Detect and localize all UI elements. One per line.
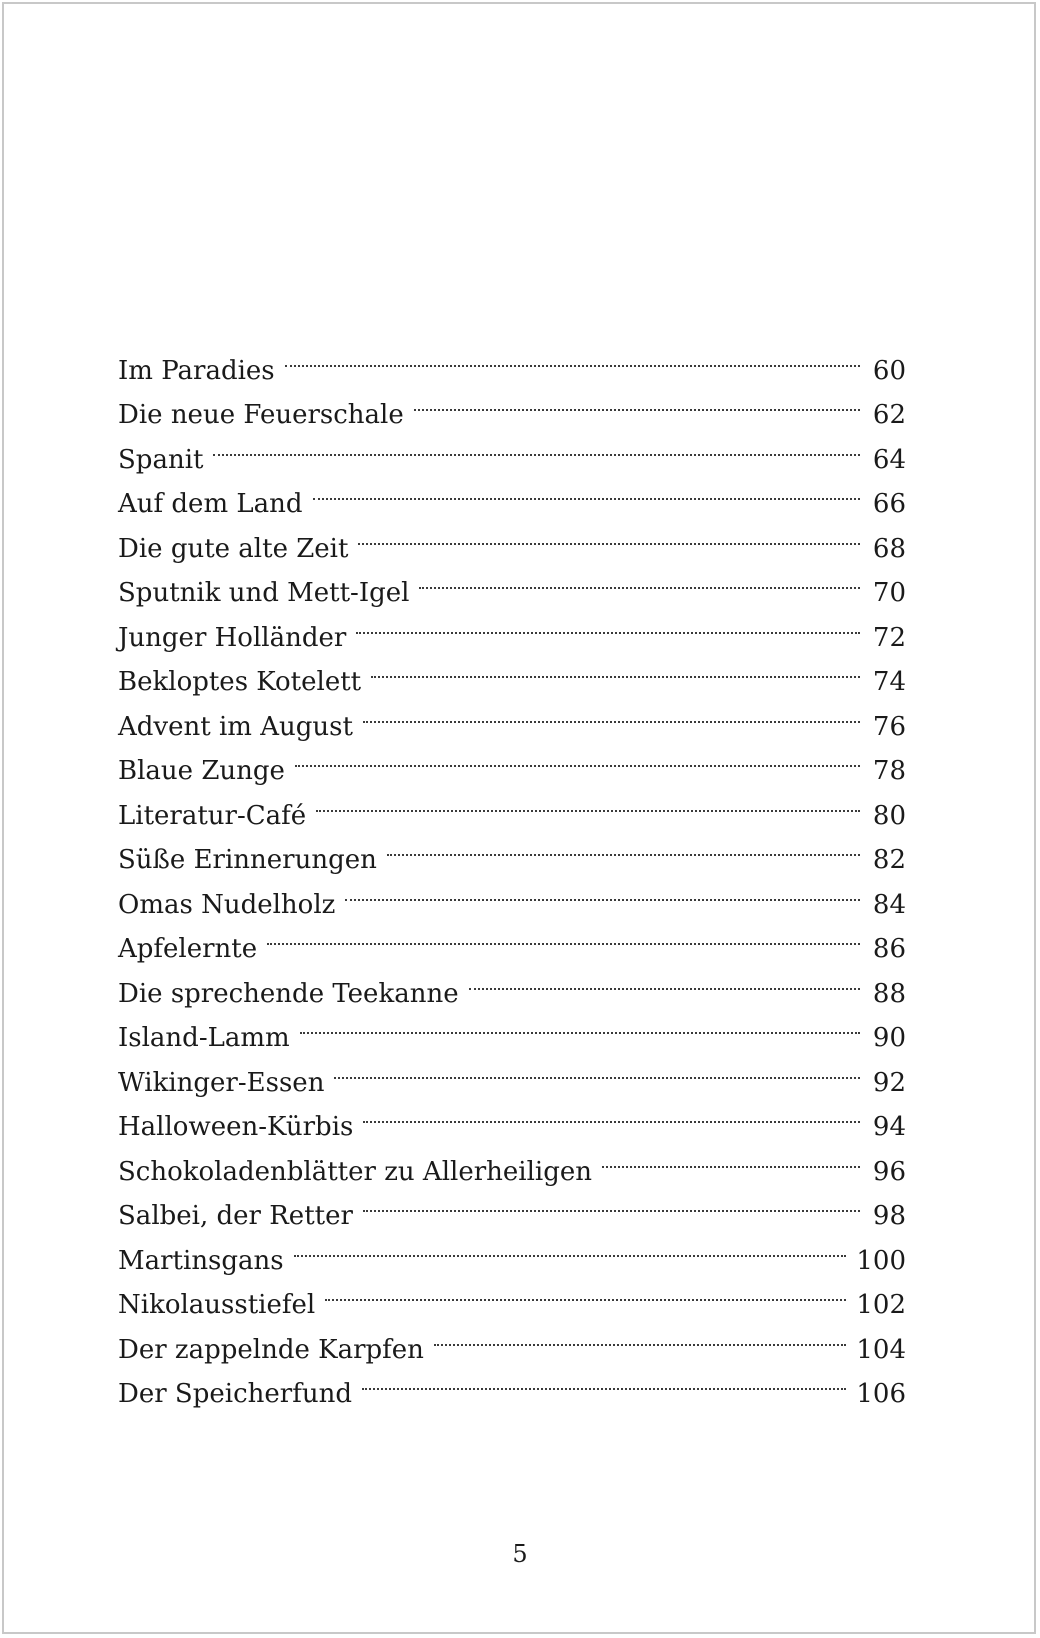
toc-entry-title: Blaue Zunge <box>118 756 285 786</box>
toc-entry-page: 102 <box>856 1290 906 1320</box>
toc-dot-leader <box>213 423 860 468</box>
toc-entry-page: 68 <box>872 533 906 564</box>
toc-entry-page: 86 <box>872 934 906 964</box>
toc-entry-title: Schokoladenblätter zu Allerheiligen <box>118 1156 592 1187</box>
toc-dot-leader <box>419 557 860 602</box>
toc-entry <box>118 423 906 475</box>
toc-entry-title: Salbei, der Retter <box>118 1201 353 1231</box>
toc-entry-title: Süße Erinnerungen <box>118 845 377 875</box>
toc-entry-page: 80 <box>872 800 906 831</box>
toc-entry-title: Wikinger-Essen <box>118 1067 325 1098</box>
toc-entry-title: Sputnik und Mett-Igel <box>118 578 410 608</box>
toc-entry-title: Die gute alte Zeit <box>118 533 349 564</box>
toc-entry-title: Apfelernte <box>118 934 258 964</box>
toc-dot-leader <box>363 1091 860 1136</box>
toc-entry <box>118 334 906 386</box>
toc-entry-page: 78 <box>872 756 906 786</box>
toc-dot-leader <box>371 646 860 691</box>
toc-entry-title: Auf dem Land <box>118 489 303 519</box>
toc-entry-title: Der zappelnde Karpfen <box>118 1334 424 1365</box>
toc-entry-title: Die sprechende Teekanne <box>118 978 459 1009</box>
toc-entry-page: 98 <box>872 1201 906 1231</box>
toc-entry-page: 90 <box>872 1023 906 1053</box>
toc-dot-leader <box>356 601 860 646</box>
table-of-contents <box>118 334 906 1409</box>
toc-entry-page: 72 <box>872 622 906 653</box>
toc-dot-leader <box>414 379 860 424</box>
toc-dot-leader <box>358 512 860 557</box>
toc-dot-leader <box>345 868 860 913</box>
page-number: 5 <box>512 1540 528 1568</box>
toc-entry-title: Nikolausstiefel <box>118 1290 316 1320</box>
toc-entry-page: 62 <box>872 400 906 430</box>
toc-dot-leader <box>469 957 860 1002</box>
toc-entry-page: 64 <box>872 444 906 475</box>
toc-dot-leader <box>285 334 860 379</box>
toc-dot-leader <box>300 1002 860 1047</box>
toc-entry-title: Martinsgans <box>118 1245 284 1276</box>
toc-dot-leader <box>363 690 860 735</box>
toc-entry-page: 76 <box>872 711 906 742</box>
toc-entry-page: 106 <box>856 1379 906 1409</box>
toc-dot-leader <box>295 735 860 780</box>
toc-entry-page: 74 <box>872 667 906 697</box>
toc-entry-page: 94 <box>872 1112 906 1142</box>
toc-entry-title: Im Paradies <box>118 355 275 386</box>
toc-entry-page: 104 <box>856 1334 906 1365</box>
toc-dot-leader <box>325 1269 846 1314</box>
toc-dot-leader <box>434 1313 846 1358</box>
toc-entry-title: Junger Holländer <box>118 622 347 653</box>
toc-dot-leader <box>387 824 860 869</box>
toc-entry-title: Bekloptes Kotelett <box>118 667 362 697</box>
toc-entry-page: 84 <box>872 889 906 920</box>
toc-dot-leader <box>294 1224 847 1269</box>
toc-dot-leader <box>316 779 860 824</box>
toc-entry-page: 82 <box>872 845 906 875</box>
toc-entry-page: 88 <box>872 978 906 1009</box>
toc-entry-page: 66 <box>872 489 906 519</box>
toc-entry-title: Literatur-Café <box>118 800 307 831</box>
toc-entry-title: Island-Lamm <box>118 1023 290 1053</box>
toc-dot-leader <box>313 468 860 513</box>
toc-entry-page: 96 <box>872 1156 906 1187</box>
toc-entry-page: 100 <box>856 1245 906 1276</box>
toc-dot-leader <box>267 913 860 958</box>
toc-entry-page: 92 <box>872 1067 906 1098</box>
toc-dot-leader <box>602 1135 860 1180</box>
toc-entry-title: Halloween-Kürbis <box>118 1112 354 1142</box>
toc-entry-title: Die neue Feuerschale <box>118 400 404 430</box>
toc-entry-page: 60 <box>872 355 906 386</box>
toc-entry-title: Advent im August <box>118 711 353 742</box>
toc-dot-leader <box>362 1358 846 1403</box>
toc-dot-leader <box>363 1180 860 1225</box>
toc-entry-title: Spanit <box>118 444 204 475</box>
toc-dot-leader <box>334 1046 860 1091</box>
toc-entry-title: Der Speicherfund <box>118 1379 352 1409</box>
toc-entry-title: Omas Nudelholz <box>118 889 336 920</box>
toc-entry-page: 70 <box>872 578 906 608</box>
toc-entry <box>118 468 906 519</box>
